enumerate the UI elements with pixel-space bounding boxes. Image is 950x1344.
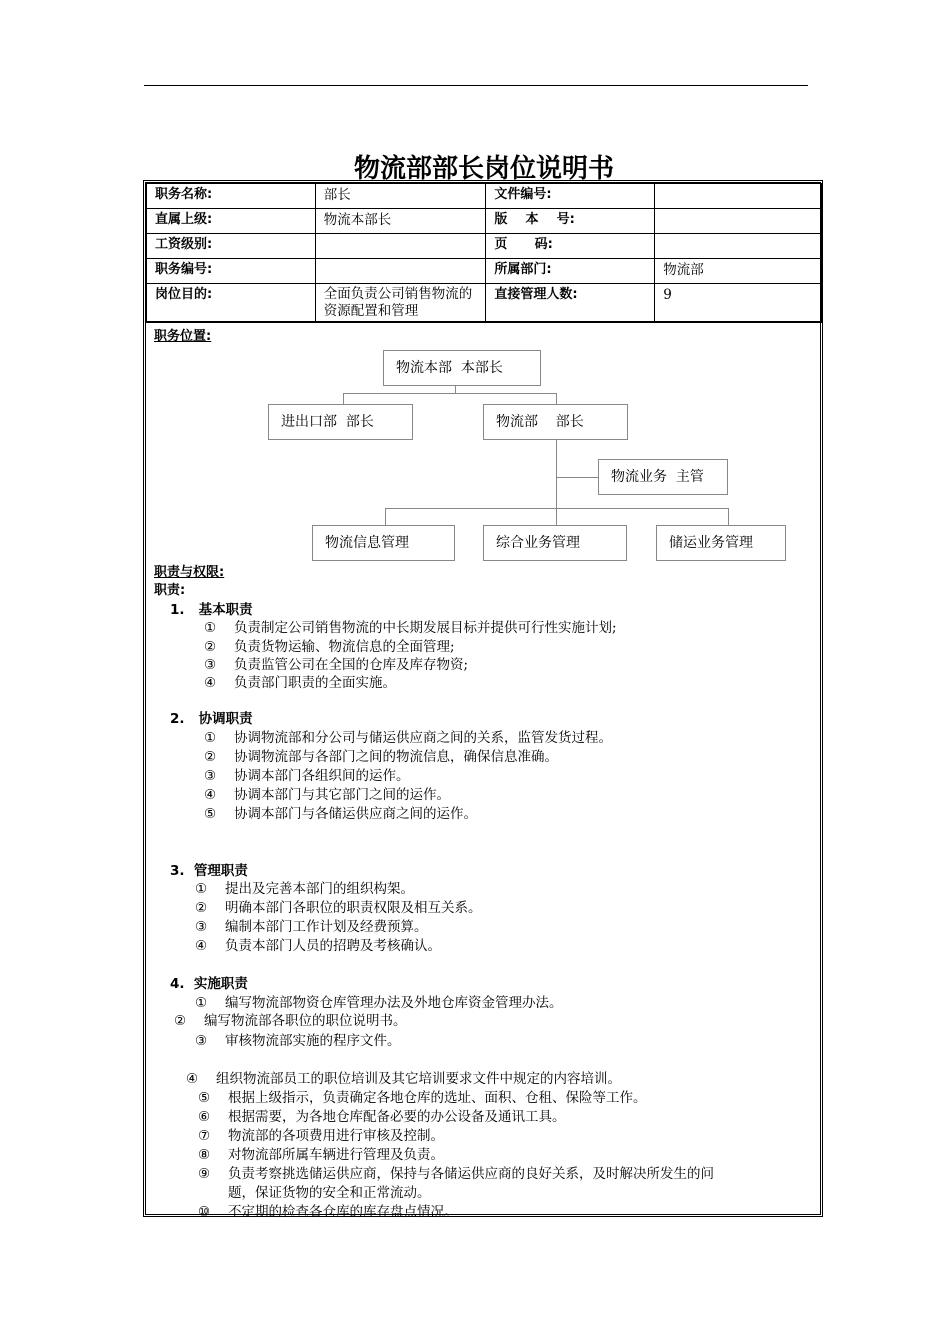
org-connector [385, 508, 386, 525]
org-box-sub2: 综合业务管理 [483, 525, 627, 561]
document-title: 物流部部长岗位说明书 [353, 154, 614, 184]
list-item: ④ 负责本部门人员的招聘及考核确认。 [195, 938, 441, 954]
list-item: ④ 协调本部门与其它部门之间的运作。 [204, 787, 450, 803]
org-connector [343, 393, 344, 404]
header-rule [144, 85, 808, 86]
duties-sub-label: 职责: [154, 583, 186, 598]
section-heading: 2. 协调职责 [170, 711, 253, 727]
list-item: ③ 协调本部门各组织间的运作。 [204, 768, 410, 784]
org-box-root: 物流本部 本部长 [383, 350, 541, 386]
table-row [147, 184, 822, 209]
info-label: 版 本 号: [486, 209, 655, 234]
section-heading: 4. 实施职责 [170, 976, 248, 992]
list-item: ① 负责制定公司销售物流的中长期发展目标并提供可行性实施计划; [204, 620, 617, 636]
info-table [146, 183, 822, 323]
info-value: 部长 [315, 184, 486, 209]
org-box-sub1: 物流信息管理 [312, 525, 455, 561]
org-connector [728, 508, 729, 525]
info-value [315, 234, 486, 259]
info-label: 直接管理人数: [486, 284, 655, 323]
org-connector [556, 508, 557, 525]
info-label: 工资级别: [147, 234, 316, 259]
org-connector [556, 440, 557, 508]
list-item: ⑩ 不定期的检查各仓库的库存盘点情况。 [198, 1204, 458, 1220]
info-label: 所属部门: [486, 259, 655, 284]
list-item: ② 明确本部门各职位的职责权限及相互关系。 [195, 900, 482, 916]
info-label: 文件编号: [486, 184, 655, 209]
document-frame [143, 180, 823, 1217]
info-value [315, 259, 486, 284]
table-divider [146, 321, 822, 323]
info-label: 职务名称: [147, 184, 316, 209]
org-connector [455, 386, 456, 393]
list-item: ⑤ 根据上级指示，负责确定各地仓库的选址、面积、仓租、保险等工作。 [198, 1090, 647, 1106]
position-label: 职务位置: [154, 329, 212, 344]
info-value [655, 184, 822, 209]
table-row [147, 284, 822, 323]
list-item: ③ 编制本部门工作计划及经费预算。 [195, 919, 428, 935]
org-box-supervisor: 物流业务 主管 [598, 459, 728, 495]
org-connector [556, 393, 557, 404]
list-item: ④ 负责部门职责的全面实施。 [204, 675, 396, 691]
list-item: ② 编写物流部各职位的职位说明书。 [174, 1013, 407, 1029]
list-item: ⑦ 物流部的各项费用进行审核及控制。 [198, 1128, 444, 1144]
org-connector [343, 393, 557, 394]
info-value: 全面负责公司销售物流的资源配置和管理 [315, 284, 486, 323]
list-item: ② 协调物流部与各部门之间的物流信息，确保信息准确。 [204, 749, 558, 765]
duties-label: 职责与权限: [154, 565, 225, 580]
list-item: ⑤ 协调本部门与各储运供应商之间的运作。 [204, 806, 477, 822]
table-row [147, 234, 822, 259]
list-item: ① 提出及完善本部门的组织构架。 [195, 881, 414, 897]
info-value [655, 234, 822, 259]
table-row [147, 209, 822, 234]
list-item: ① 协调物流部和分公司与储运供应商之间的关系，监管发货过程。 [204, 730, 612, 746]
list-item: ⑥ 根据需要，为各地仓库配备必要的办公设备及通讯工具。 [198, 1109, 566, 1125]
section-heading: 1. 基本职责 [170, 602, 253, 618]
info-value: 物流部 [655, 259, 822, 284]
info-value [655, 209, 822, 234]
list-item: 题，保证货物的安全和正常流动。 [228, 1185, 431, 1201]
section-heading: 3. 管理职责 [170, 863, 248, 879]
org-box-sub3: 储运业务管理 [656, 525, 786, 561]
info-value: 9 [655, 284, 822, 323]
list-item: ③ 负责监管公司在全国的仓库及库存物资; [204, 657, 469, 673]
org-connector [556, 477, 598, 478]
table-row [147, 259, 822, 284]
info-label: 直属上级: [147, 209, 316, 234]
org-box-right: 物流部 部长 [483, 404, 628, 440]
list-item: ① 编写物流部物资仓库管理办法及外地仓库资金管理办法。 [195, 995, 563, 1011]
info-value: 物流本部长 [315, 209, 486, 234]
org-box-left: 进出口部 部长 [268, 404, 413, 440]
list-item: ⑧ 对物流部所属车辆进行管理及负责。 [198, 1147, 444, 1163]
list-item: ② 负责货物运输、物流信息的全面管理; [204, 639, 455, 655]
info-label: 岗位目的: [147, 284, 316, 323]
info-label: 职务编号: [147, 259, 316, 284]
list-item: ⑨ 负责考察挑选储运供应商，保持与各储运供应商的良好关系，及时解决所发生的问 [198, 1166, 714, 1182]
info-label: 页 码: [486, 234, 655, 259]
list-item: ③ 审核物流部实施的程序文件。 [195, 1033, 401, 1049]
list-item: ④ 组织物流部员工的职位培训及其它培训要求文件中规定的内容培训。 [186, 1071, 621, 1087]
